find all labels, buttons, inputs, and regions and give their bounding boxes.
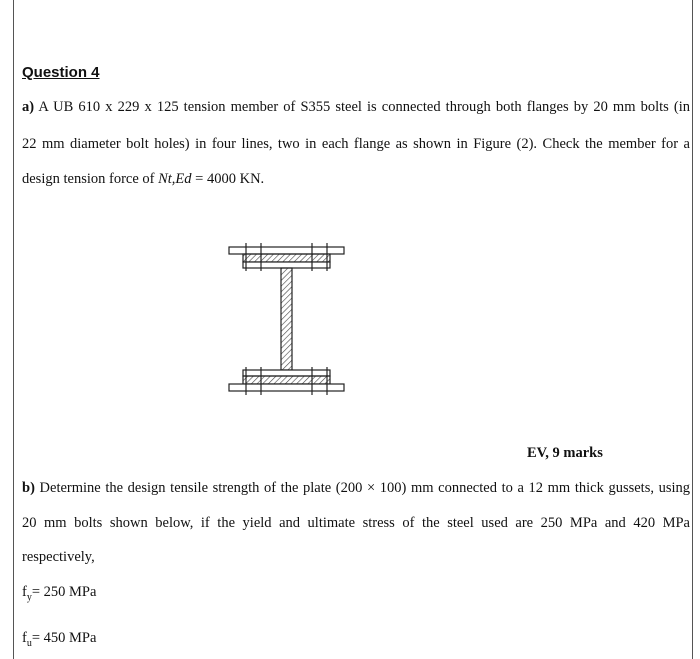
part-a-line-1 (22, 99, 690, 116)
ultimate-stress (22, 630, 690, 649)
part-a-marks: EV, 9 marks (527, 445, 603, 461)
top-flange (243, 254, 330, 262)
part-a-text-1: A UB 610 x 229 x 125 tension member of S355 steel is connected through both flanges by 20 mm bolts (in (38, 99, 690, 115)
part-b-text-1: Determine the design tensile strength of the plate (200 × 100) mm connected to a 12 mm thick gussets, using (39, 480, 690, 496)
bottom-flange (243, 376, 330, 384)
fy-value: = 250 MPa (31, 584, 97, 600)
fu-symbol: f (22, 630, 27, 646)
part-b-line-3: respectively, (22, 549, 95, 565)
top-inner-plate-left (243, 262, 330, 268)
fy-symbol: f (22, 584, 27, 600)
page-border-right (692, 0, 693, 659)
part-a-text-3: design tension force of (22, 171, 159, 187)
question-title: Question 4 (22, 64, 100, 81)
tension-force-symbol: Nt,Ed (158, 171, 192, 187)
part-b-line-1 (22, 480, 690, 497)
part-a-line-2: 22 mm diameter bolt holes) in four lines, two in each flange as shown in Figure (2). Check the member for a (22, 136, 690, 152)
part-b-line-2: 20 mm bolts shown below, if the yield and ultimate stress of the steel used are 250 MPa and 420 MPa (22, 515, 690, 531)
i-section-figure (225, 240, 350, 400)
web (281, 268, 292, 370)
part-b-label: b) (22, 480, 35, 496)
fu-value: = 450 MPa (31, 630, 97, 646)
bottom-inner-plate (243, 370, 330, 376)
page-border-left (13, 0, 14, 659)
bottom-flange-assembly (229, 367, 344, 395)
yield-stress (22, 584, 690, 603)
part-a-line-3 (22, 171, 690, 188)
top-flange-assembly (229, 243, 344, 271)
fu-subscript: u (26, 637, 32, 649)
fy-subscript: y (26, 591, 32, 603)
part-a-label: a) (22, 99, 35, 115)
tension-force-value: = 4000 KN. (191, 171, 265, 187)
